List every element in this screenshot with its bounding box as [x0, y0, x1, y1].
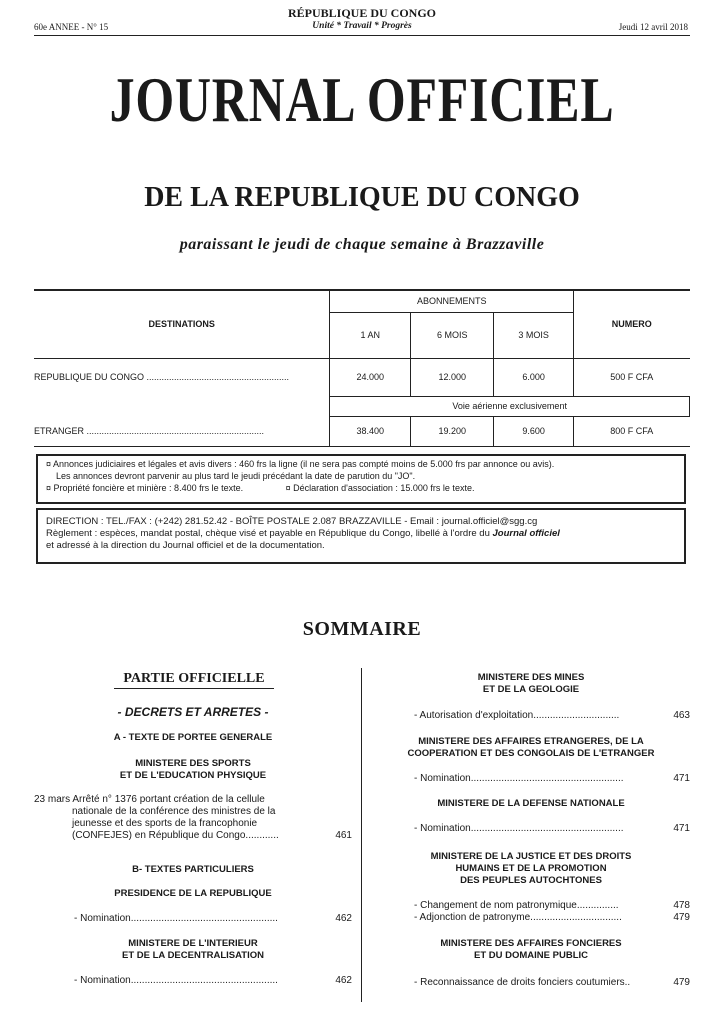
nomination-def-entry: [414, 823, 690, 834]
nomination-label: - Nomination.....................................................: [74, 913, 278, 924]
ministry-defense: MINISTERE DE LA DEFENSE NATIONALE: [437, 798, 625, 809]
decrets-heading: - DECRETS ET ARRETES -: [117, 705, 269, 719]
ministry-ae-1: MINISTERE DES AFFAIRES ETRANGERES, DE LA: [418, 736, 644, 747]
ministry-justice-1: MINISTERE DE LA JUSTICE ET DES DROITS: [430, 851, 632, 862]
reglement-journal: Journal officiel: [492, 528, 560, 539]
arrete-entry: [34, 794, 352, 842]
issue-date: Jeudi 12 avril 2018: [618, 22, 688, 32]
autorisation-label: - Autorisation d'exploitation...............................: [414, 710, 620, 721]
arrete-line-4: (CONFEJES) en République du Congo............: [72, 830, 279, 841]
country-name: RÉPUBLIQUE DU CONGO: [287, 6, 436, 20]
row-etranger-dest: ETRANGER .......................................................................: [34, 416, 330, 446]
issue-number: 60e ANNEE - N° 15: [34, 22, 109, 32]
direction-reglement: [46, 528, 676, 540]
ministry-interieur-2: ET DE LA DECENTRALISATION: [122, 950, 264, 961]
motto: Unité * Travail * Progrès: [312, 21, 412, 31]
row-congo-numero: 500 F CFA: [574, 358, 690, 396]
nomination-page: 471: [673, 773, 690, 784]
section-b: B- TEXTES PARTICULIERS: [132, 864, 254, 875]
reconnaissance-label: - Reconnaissance de droits fonciers coutumiers..: [414, 977, 631, 988]
row-congo-3mois: 6.000: [494, 358, 574, 396]
arrete-line-3: jeunesse et des sports de la francophonie: [72, 818, 258, 829]
col-3mois: 3 MOIS: [494, 312, 574, 358]
ministry-justice-3: DES PEUPLES AUTOCHTONES: [460, 875, 602, 886]
column-divider: [361, 668, 362, 1002]
section-a: A - TEXTE DE PORTEE GENERALE: [113, 732, 273, 743]
autorisation-entry: [414, 710, 690, 721]
changement-label: - Changement de nom patronymique...............: [414, 900, 619, 911]
header-rule: [34, 35, 690, 36]
journal-subtitle: DE LA REPUBLIQUE DU CONGO: [144, 182, 580, 213]
subscriptions-header: ABONNEMENTS: [330, 290, 574, 312]
notices-box: [36, 454, 686, 504]
partie-officielle: PARTIE OFFICIELLE: [114, 670, 274, 689]
ministry-sports-1: MINISTERE DES SPORTS: [135, 758, 251, 769]
arrete-line-2: nationale de la conférence des ministres de la: [72, 806, 276, 817]
sommaire-title: SOMMAIRE: [302, 618, 422, 640]
row-etranger-numero: 800 F CFA: [574, 416, 690, 446]
ministry-ae-2: COOPERATION ET DES CONGOLAIS DE L'ETRANGER: [407, 748, 655, 759]
changement-page: 478: [673, 900, 690, 911]
journal-tagline: paraissant le jeudi de chaque semaine à Brazzaville: [179, 236, 545, 253]
row-etranger-1an: 38.400: [330, 416, 411, 446]
nomination-page: 471: [673, 823, 690, 834]
direction-address: et adressé à la direction du Journal officiel et de la documentation.: [46, 540, 325, 551]
nomination-label: - Nomination.....................................................: [74, 975, 278, 986]
ministry-justice-2: HUMAINS ET DE LA PROMOTION: [455, 863, 607, 874]
notice-line-2: Les annonces devront parvenir au plus tard le jeudi précédant la date de parution du "JO".: [56, 471, 416, 481]
ministry-interieur-1: MINISTERE DE L'INTERIEUR: [128, 938, 258, 949]
nomination-entry-1: [74, 913, 352, 924]
destinations-header: DESTINATIONS: [148, 318, 215, 329]
row-etranger-3mois: 9.600: [494, 416, 574, 446]
row-etranger-6mois: 19.200: [411, 416, 494, 446]
col-6mois: 6 MOIS: [411, 312, 494, 358]
notice-line-3: [46, 482, 676, 494]
adjonction-page: 479: [673, 912, 690, 923]
col-1an: 1 AN: [330, 312, 411, 358]
ministry-mines-1: MINISTERE DES MINES: [477, 672, 585, 683]
dest-label: REPUBLIQUE DU CONGO: [34, 372, 145, 383]
direction-contact: DIRECTION : TEL./FAX : (+242) 281.52.42 - BOÎTE POSTALE 2.087 BRAZZAVILLE - Email : journal.officiel@sgg.cg: [46, 516, 538, 527]
autorisation-page: 463: [673, 710, 690, 721]
nomination-label: - Nomination.......................................................: [414, 773, 624, 784]
reglement-text: Règlement : espèces, mandat postal, chèque visé et payable en République du Congo, libellé à l'ordre du: [46, 528, 493, 539]
nomination-page: 462: [335, 975, 352, 986]
ministry-sports-2: ET DE L'EDUCATION PHYSIQUE: [119, 770, 267, 781]
reconnaissance-page: 479: [673, 977, 690, 988]
reconnaissance-entry: [414, 977, 690, 988]
arrete-page: 461: [335, 830, 352, 841]
changement-entry: [414, 900, 690, 911]
direction-box: [36, 508, 686, 564]
dest-label: ETRANGER: [34, 425, 85, 436]
nomination-entry-2: [74, 975, 352, 986]
nomination-page: 462: [335, 913, 352, 924]
spacer-cell: [34, 396, 330, 416]
masthead-top: [0, 6, 724, 31]
nomination-ae-entry: [414, 773, 690, 784]
notice-association: ¤ Déclaration d'association : 15.000 frs le texte.: [285, 483, 475, 493]
sommaire-left-column: [34, 670, 352, 1000]
row-congo-1an: 24.000: [330, 358, 411, 396]
notice-fonciere: ¤ Propriété foncière et minière : 8.400 frs le texte.: [46, 483, 244, 493]
sommaire-right-column: [372, 672, 690, 1002]
presidence-heading: PRESIDENCE DE LA REPUBLIQUE: [114, 888, 272, 899]
numero-header: NUMERO: [574, 290, 690, 358]
air-note: Voie aérienne exclusivement: [330, 396, 690, 416]
adjonction-label: - Adjonction de patronyme.................................: [414, 912, 622, 923]
row-congo-dest: REPUBLIQUE DU CONGO .........................................................: [34, 358, 330, 396]
nomination-label: - Nomination.......................................................: [414, 823, 624, 834]
ministry-mines-2: ET DE LA GEOLOGIE: [482, 684, 580, 695]
ministry-foncieres-2: ET DU DOMAINE PUBLIC: [474, 950, 588, 961]
adjonction-entry: [414, 912, 690, 923]
arrete-line-1: 23 mars Arrêté n° 1376 portant création de la cellule: [34, 794, 265, 805]
journal-title: JOURNAL OFFICIEL: [109, 64, 615, 135]
subscription-table: [34, 290, 690, 447]
notice-line-1: ¤ Annonces judiciaires et légales et avis divers : 460 frs la ligne (il ne sera pas compté moins de 5.000 frs par annonce ou avis).: [46, 459, 555, 469]
ministry-foncieres-1: MINISTERE DES AFFAIRES FONCIERES: [440, 938, 622, 949]
row-congo-6mois: 12.000: [411, 358, 494, 396]
